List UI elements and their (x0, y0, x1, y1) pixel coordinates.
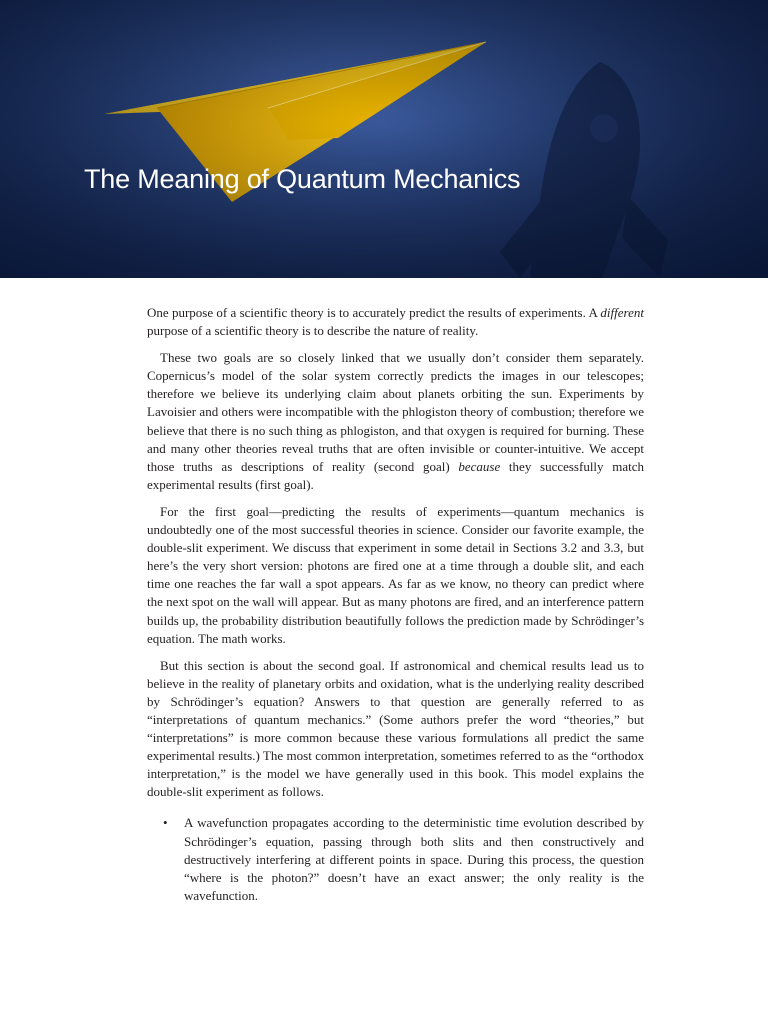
paragraph (147, 349, 644, 494)
bullet-list (147, 814, 644, 904)
paragraph-text: they successfully match experimental results (first goal). (147, 458, 644, 492)
chapter-banner (0, 0, 768, 278)
banner-illustration (0, 0, 768, 278)
paragraph (147, 304, 644, 340)
bullet-text: A wavefunction propagates according to the deterministic time evolution described by Schrödinger’s equation, passing through both slits and then constructively and destructively interfering at different points in space. During this process, the question “where is the photon?” doesn’t have an exact answer; the only reality is the wavefunction. (184, 815, 644, 903)
paragraph-text: These two goals are so closely linked that we usually don’t consider them separately. Copernicus’s model of the solar system correctly predicts the images in our telescopes; therefore we believe its underlying claim about planets orbiting the sun. Experiments by Lavoisier and others were incompatible with the phlogiston theory of combustion; therefore we believe that there is no such thing as phlogiston, and that oxygen is required for burning. These and many other theories reveal truths that are often invisible or counter-intuitive. We accept those truths as descriptions of reality (second goal) (147, 350, 644, 474)
bullet-icon: • (163, 815, 168, 831)
paragraph-text: purpose of a scientific theory is to describe the nature of reality. (147, 323, 479, 339)
chapter-title: The Meaning of Quantum Mechanics (84, 164, 521, 194)
paragraph (147, 503, 644, 648)
bullet-item (147, 814, 644, 904)
section-body (147, 304, 644, 905)
paragraph-text: But this section is about the second goal. If astronomical and chemical results lead us to believe in the reality of planetary orbits and oxidation, what is the underlying reality described by Schrödinger’s equation? Answers to that question are generally referred to as “interpretations of quantum mechanics.” (Some authors prefer the word “theories,” but “interpretations” is more common because these various formulations all predict the same experimental results.) The most common interpretation, sometimes referred to as the “orthodox interpretation,” is the model we have generally used in this book. This model explains the double-slit experiment as follows. (147, 657, 644, 800)
paragraph-text: One purpose of a scientific theory is to accurately predict the results of experiments. A (147, 305, 601, 320)
paragraph (147, 657, 644, 802)
italic-text: different (600, 305, 644, 320)
italic-text: because (458, 458, 501, 474)
paragraph-list (147, 304, 644, 801)
paragraph-text: For the first goal—predicting the results of experiments—quantum mechanics is undoubtedly one of the most successful theories in science. Consider our favorite example, the double-slit experiment. We discuss that experiment in some detail in Sections 3.2 and 3.3, but here’s the very short version: photons are fired one at a time through a double slit, and each time one reaches the far wall a spot appears. As far as we know, no theory can predict where the next spot on the wall will appear. But as many photons are fired, and an interference pattern builds up, the probability distribution beautifully follows the prediction made by Schrödinger’s equation. The math works. (147, 503, 644, 646)
